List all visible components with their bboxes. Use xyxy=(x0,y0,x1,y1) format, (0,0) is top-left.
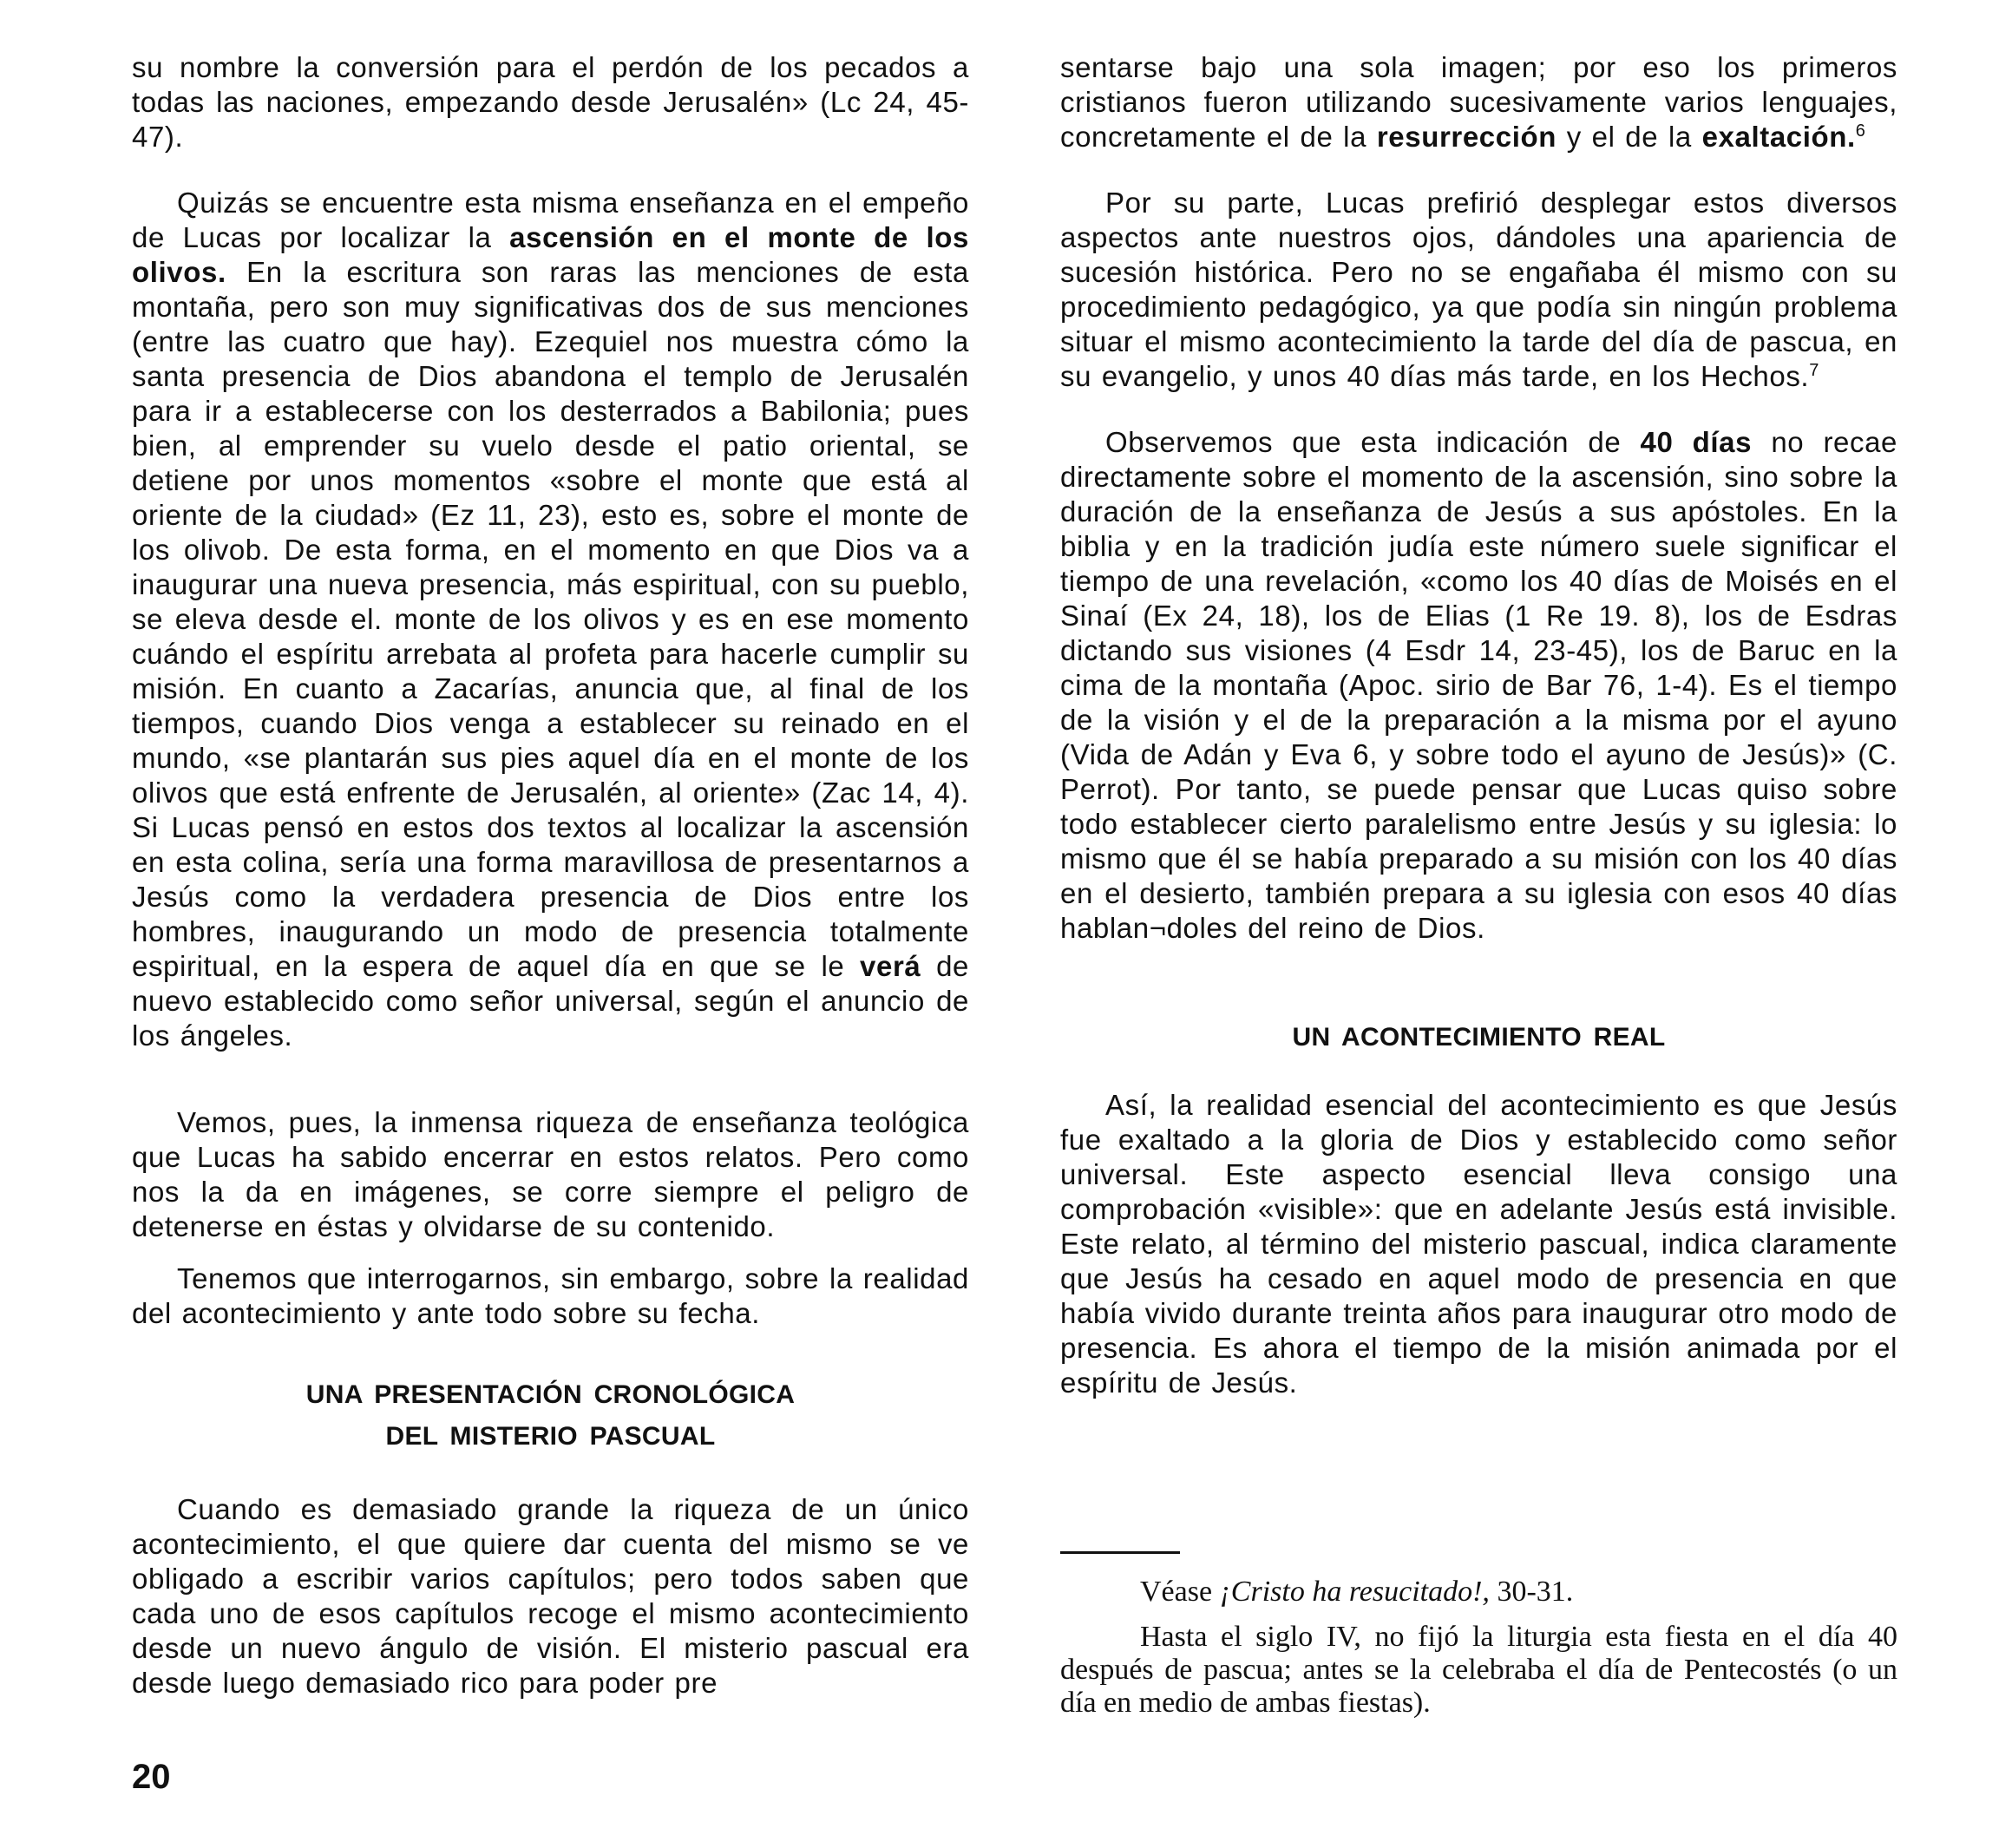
left-paragraph-2-text-a: Quizás se encuentre esta misma enseñanza en el empeño de Lucas por localizar la xyxy=(132,187,969,253)
footnote-6 xyxy=(1060,1576,1897,1609)
cuarenta-dias-emphasis: 40 días xyxy=(1640,426,1753,458)
section-heading-line-2: DEL MISTERIO PASCUAL xyxy=(385,1422,716,1451)
exaltacion-emphasis: exaltación. xyxy=(1701,121,1856,153)
footnote-7 xyxy=(1060,1621,1897,1720)
left-paragraph-3 xyxy=(132,1105,969,1244)
right-paragraph-3 xyxy=(1060,425,1897,946)
left-paragraph-3-text: Vemos, pues, la inmensa riqueza de enseñanza teológica que Lucas ha sabido encerrar en estos relatos. Pero como nos la da en imágenes, se corre siempre el peligro de detenerse en éstas y olvidarse de su contenido. xyxy=(132,1106,969,1242)
right-paragraph-1-text-a: sentarse bajo una sola imagen; por eso los primeros cristianos fueron utilizando sucesivamente varios lenguajes, concretamente el de la xyxy=(1060,51,1897,153)
footnote-ref-6: 6 xyxy=(1855,121,1866,141)
ascension-emphasis: ascensión en el monte de los olivos. xyxy=(132,221,969,288)
left-paragraph-2-text-e: de nuevo establecido como señor universal, según el anuncio de los ángeles. xyxy=(132,950,969,1052)
left-column xyxy=(132,50,969,1701)
right-paragraph-3-text-a: Observemos que esta indicación de xyxy=(1105,426,1641,458)
section-heading-acontecimiento-real: UN ACONTECIMIENTO REAL xyxy=(1292,1023,1666,1052)
page-number: 20 xyxy=(132,1758,171,1796)
left-paragraph-1-text: su nombre la conversión para el perdón de los pecados a todas las naciones, empezando desde Jerusalén» (Lc 24, 45-47). xyxy=(132,51,969,153)
footnote-6-text-a: Véase xyxy=(1140,1576,1220,1608)
left-paragraph-1 xyxy=(132,50,969,154)
footnote-6-text-c: 30-31. xyxy=(1489,1576,1574,1608)
vera-emphasis: verá xyxy=(860,950,921,982)
section-heading-cronologica xyxy=(132,1374,969,1458)
left-paragraph-2-text-c: En la escritura son raras las menciones de esta montaña, pero son muy significativas dos de sus menciones (entre las cuatro que hay). Ezequiel nos muestra cómo la santa presencia de Dios abandona el templo de Jerusalén para ir a establecerse con los desterrados a Babilonia; pues bien, al emprender su vuelo desde el patio oriental, se detiene por unos momentos «sobre el monte que está al oriente de la ciudad» (Ez 11, 23), esto es, sobre el monte de los olivob. De esta forma, en el momento en que Dios va a inaugurar una nueva presencia, más espiritual, con su pueblo, se eleva desde el. monte de los olivos y es en ese momento cuándo el espíritu arrebata al profeta para hacerle cumplir su misión. En cuanto a Zacarías, anuncia que, al final de los tiempos, cuando Dios venga a establecer su reinado en el mundo, «se plantarán sus pies aquel día en el monte de los olivos que está enfrente de Jerusalén, al oriente» (Zac 14, 4). Si Lucas pensó en estos dos textos al localizar la ascensión en esta colina, sería una forma maravillosa de presentarnos a Jesús como la verdadera presencia de Dios entre los hombres, inaugurando un modo de presencia totalmente espiritual, en la espera de aquel día en que se le xyxy=(132,256,969,982)
right-paragraph-2-text: Por su parte, Lucas prefirió desplegar estos diversos aspectos ante nuestros ojos, dándoles una apariencia de sucesión histórica. Pero no se engañaba él mismo con su procedimiento pedagógico, ya que podía sin ningún problema situar el mismo acontecimiento la tarde del día de pascua, en su evangelio, y unos 40 días más tarde, en los Hechos. xyxy=(1060,187,1897,392)
right-paragraph-2 xyxy=(1060,186,1897,394)
right-paragraph-4-text: Así, la realidad esencial del acontecimiento es que Jesús fue exaltado a la gloria de Dios y establecido como señor universal. Este aspecto esencial lleva consigo una comprobación «visible»: que en adelante Jesús está invisible. Este relato, al término del misterio pascual, indica claramente que Jesús ha cesado en aquel modo de presencia en que había vivido durante treinta años para inaugurar otro modo de presencia. Es ahora el tiempo de la misión animada por el espíritu de Jesús. xyxy=(1060,1089,1897,1399)
right-paragraph-3-text-c: no recae directamente sobre el momento de la ascensión, sino sobre la duración de la enseñanza de Jesús a sus apóstoles. En la biblia y en la tradición judía este número suele significar el tiempo de una revelación, «como los 40 días de Moisés en el Sinaí (Ex 24, 18), los de Elias (1 Re 19. 8), los de Esdras dictando sus visiones (4 Esdr 14, 23-45), los de Baruc en la cima de la montaña (Apoc. sirio de Bar 76, 1-4). Es el tiempo de la visión y el de la preparación a la misma por el ayuno (Vida de Adán y Eva 6, y sobre todo el ayuno de Jesús)» (C. Perrot). Por tanto, se puede pensar que Lucas quiso sobre todo establecer cierto paralelismo entre Jesús y su iglesia: lo mismo que él se había preparado a su misión con los 40 días en el desierto, también prepara a su iglesia con esos 40 días hablan¬doles del reino de Dios. xyxy=(1060,426,1898,944)
left-paragraph-2 xyxy=(132,186,969,1053)
left-paragraph-5 xyxy=(132,1492,969,1701)
footnote-6-title: ¡Cristo ha resucitado!, xyxy=(1219,1576,1490,1608)
section-heading-line-1: UNA PRESENTACIÓN CRONOLÓGICA xyxy=(305,1380,796,1409)
right-paragraph-4 xyxy=(1060,1088,1897,1400)
footnote-divider xyxy=(1060,1551,1180,1554)
footnote-7-text: Hasta el siglo IV, no fijó la liturgia esta fiesta en el día 40 después de pascua; antes se la celebraba el día de Pentecostés (o un día en medio de ambas fiestas). xyxy=(1060,1621,1897,1719)
right-paragraph-1-text-c: y el de la xyxy=(1556,121,1702,153)
left-paragraph-4-text: Tenemos que interrogarnos, sin embargo, sobre la realidad del acontecimiento y ante todo sobre su fecha. xyxy=(132,1262,969,1329)
left-paragraph-5-text: Cuando es demasiado grande la riqueza de un único acontecimiento, el que quiere dar cuenta del mismo se ve obligado a escribir varios capítulos; pero todos saben que cada uno de esos capítulos recoge el mismo acontecimiento desde un nuevo ángulo de visión. El misterio pascual era desde luego demasiado rico para poder pre xyxy=(132,1493,969,1699)
right-paragraph-1 xyxy=(1060,50,1897,154)
right-column xyxy=(1060,50,1897,1400)
resurreccion-emphasis: resurrección xyxy=(1376,121,1557,153)
left-paragraph-4 xyxy=(132,1261,969,1331)
footnote-ref-7: 7 xyxy=(1809,361,1819,380)
footnotes xyxy=(1060,1576,1897,1720)
